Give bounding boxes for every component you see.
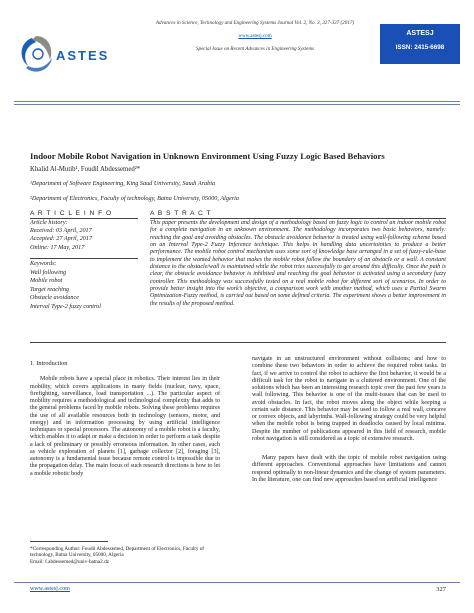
footer-url-link[interactable]: www.astesj.com: [30, 586, 70, 592]
keywords-label: Keywords:: [30, 260, 57, 267]
astes-logo: [14, 28, 122, 88]
accepted-date: Accepted: 27 April, 2017: [30, 235, 93, 243]
history-label: Article history:: [30, 219, 68, 226]
journal-info: [126, 20, 384, 53]
logo-mark-icon: [22, 36, 52, 72]
special-issue-line: Special Issue on Recent Advances in Engineering Systems: [195, 46, 315, 52]
footnote-rule: [30, 541, 108, 542]
journal-line: Advances in Science, Technology and Engineering Systems Journal Vol. 2, No. 3, 327-337 (2017): [155, 20, 355, 26]
journal-url-link[interactable]: www.astesj.com: [238, 33, 272, 39]
header-rule: [14, 101, 460, 102]
article-history: [30, 219, 138, 252]
affiliation-1: ¹Department of Software Engineering, King Saud University, Saudi Arabia: [30, 180, 216, 187]
body-paragraph: navigate in an unstructured environment without collisions; and how to combine these two behaviors in order to achieve the required robot tasks. In fact, if we arrive to control the robot to achieve the first behavior, it would be a difficult task for the robot to navigate in a cluttered environment. One of the solutions which has been an interesting research topic over the past few years is wall following. This behavior is one of the multi-issues that can be used to avoid obstacles. In fact, the robot moves along the object while keeping a certain safe distance. This behavior may be used to follow a real wall, concave or convex objects, and labyrinths. Wall-following strategy could be very helpful when the mobile robot is being trapped in deadlocks caused by local minima. Despite the number of publications appeared in this field of research, mobile robot navigation is still considered as a topic of extensive research.: [252, 356, 446, 442]
logo-text: ASTES: [56, 48, 110, 63]
issn-badge: [380, 24, 460, 64]
footnote-email: Email: f.abdessemed@univ-batna2.dz: [30, 558, 109, 565]
corresponding-author-footnote: [30, 546, 220, 565]
journal-header: [14, 18, 460, 98]
keyword-item: Obstacle avoidance: [30, 294, 79, 302]
paper-authors: Khalid Al-Mutib¹, Foudil Abdessemed²*: [30, 166, 141, 173]
received-date: Received: 03 April, 2017: [30, 227, 92, 235]
paper-title: Indoor Mobile Robot Navigation in Unknown Environment Using Fuzzy Logic Based Behaviors: [30, 151, 385, 161]
keyword-item: Wall following: [30, 268, 67, 276]
online-date: Online: 17 May, 2017: [30, 243, 85, 251]
keyword-item: Interval Type-2 fuzzy control: [30, 302, 101, 310]
page-number: 327: [436, 586, 446, 593]
keywords-block: [30, 258, 138, 312]
article-info-heading: A R T I C L E I N F O: [30, 210, 113, 217]
badge-issn: ISSN: 2415-6698: [395, 44, 445, 51]
affiliation-2: ²Department of Electronics, Faculty of technology, Batna University, 05000, Algeria: [30, 195, 239, 202]
keyword-item: Target reaching: [30, 285, 70, 293]
body-paragraph: Many papers have dealt with the topic of mobile robot navigation using different approaches. Conventional approaches have limitations and cannot respond optimally to non-linear dynamics and the change of system parameters. In the literature, one can find new approaches based on artificial intelligence: [252, 455, 446, 483]
header-rule-2: [14, 104, 460, 105]
footnote-author: *Corresponding Author: Foudil Abdessemed, Department of Electronics, Faculty of technology, Batna University, 05000, Algeria: [30, 546, 205, 559]
body-paragraph: Mobile robots have a special place in robotics. Their interest lies in their mobility, which covers applications in many fields (nuclear, navy, space, firefighting, surveillance, load transportation ...). The particular aspect of mobility requires a methodological and technological complexity that adds to the general problems faced by mobile robots. Solving these problems requires the use of all available resources both in technology (sensors, motor, and energy) and in information processing by using artificial intelligence techniques or special processors. The autonomy of a mobile robot is a faculty, which enables it to adapt or make a decision in order to perform a task despite a lack of preliminary or possibly erroneous information. In other cases, such as vehicle exploration of planets [1], garbage collector [2], foraging [3], autonomy is a fundamental issue because remote control is impossible due to the propagation delay. The main focus of such research directions is how to let a mobile robotic body: [30, 376, 220, 477]
abstract-bottom-rule: [30, 342, 446, 343]
badge-title: ASTESJ: [406, 30, 434, 37]
left-column: [30, 360, 220, 478]
introduction-heading: 1. Introduction: [30, 360, 68, 367]
abstract-text: This paper presents the development and design of a methodology based on fuzzy logic to control an indoor mobile robot for a complete navigation in an unknown environment. The methodology incorporates two basic behaviors, namely: reaching the goal and avoiding obstacles. The obstacle avoidance behavior is treated using wall-following scheme based on an Interval Type-2 Fuzzy Inference technique. This helps in handling data uncertainties to produce a better performance. The mobile robot control mechanism uses some sort of knowledge base arranged in a set of fuzzy-rule-base to implement the wanted behavior that makes the mobile robot follow the boundary of an obstacle or a wall. A constant distance to the obstacle/wall is maintained while the robot tries successfully to get around this difficulty. Once the path is clear, the obstacle avoidance behavior is inhibited and reaching the goal behavior is activated using a secondary fuzzy controller. This methodology was successfully tested on a real mobile robot for different sort of scenarios. In order to provide better insight into the work’s objective, a comparison work with another method, which uses a Partial Swarm Optimization-Fuzzy method, is carried out based on some defined criteria. The experiment shows a better improvement in the results of the proposed method.: [150, 220, 446, 307]
abstract-heading: A B S T R A C T: [150, 210, 212, 217]
abstract-rule: [150, 218, 446, 219]
right-column: [252, 356, 446, 484]
keyword-item: Mobile robot: [30, 277, 63, 285]
footer-rule: [14, 582, 460, 583]
